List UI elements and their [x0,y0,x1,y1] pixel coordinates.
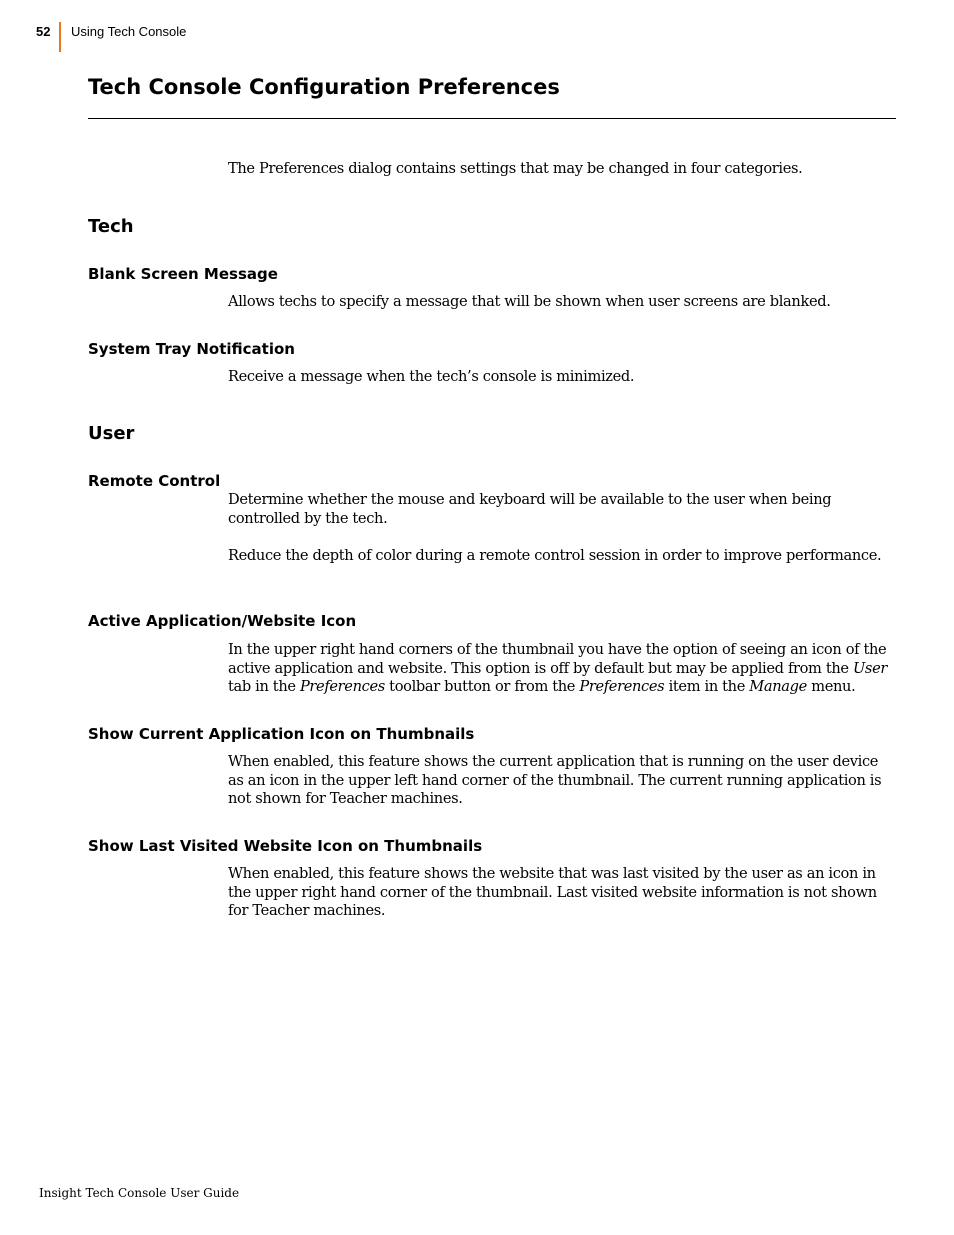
remote-control-text-1: Determine whether the mouse and keyboard will be available to the user when being controlled by the tech. [228,491,832,527]
subheading-system-tray-notification: System Tray Notification [88,340,295,358]
running-header: Using Tech Console [71,24,187,39]
emphasis-user: User [852,659,887,677]
page-footer: Insight Tech Console User Guide [39,1186,240,1200]
subheading-show-current-application-icon: Show Current Application Icon on Thumbnails [88,725,475,743]
subheading-blank-screen-message: Blank Screen Message [88,265,278,283]
subheading-active-application-icon: Active Application/Website Icon [88,612,357,630]
page-number: 52 [36,24,51,39]
blank-screen-message-text: Allows techs to specify a message that will be shown when user screens are blanked. [228,293,831,310]
page-title: Tech Console Configuration Preferences [88,75,560,99]
remote-control-text-2: Reduce the depth of color during a remote control session in order to improve performance. [228,547,882,564]
heading-user: User [88,423,135,444]
show-last-visited-website-icon-text: When enabled, this feature shows the website that was last visited by the user as an icon in the upper right hand corner of the thumbnail. Last visited website information is not shown for Teacher machines. [228,865,877,919]
text-run: In the upper right hand corners of the thumbnail you have the option of seeing an icon of the active application and website. This option is off by default but may be applied from the [228,641,887,677]
emphasis-manage: Manage [749,678,807,695]
system-tray-notification-text: Receive a message when the tech’s console is minimized. [228,368,635,385]
text-run: tab in the [228,678,300,695]
title-rule [88,118,896,119]
active-application-icon-text [228,641,896,697]
header-divider [59,22,61,52]
emphasis-preferences: Preferences [579,678,665,695]
subheading-show-last-visited-website-icon: Show Last Visited Website Icon on Thumbnails [88,837,483,855]
emphasis-preferences: Preferences [299,678,385,695]
text-run: toolbar button or from the [384,678,580,695]
show-current-application-icon-text: When enabled, this feature shows the current application that is running on the user device as an icon in the upper left hand corner of the thumbnail. The current running application is not shown for Teacher machines. [228,753,882,807]
text-run: menu. [806,678,856,695]
heading-tech: Tech [88,216,134,237]
text-run: item in the [664,678,750,695]
subheading-remote-control: Remote Control [88,472,221,490]
intro-paragraph: The Preferences dialog contains settings that may be changed in four categories. [228,160,803,177]
